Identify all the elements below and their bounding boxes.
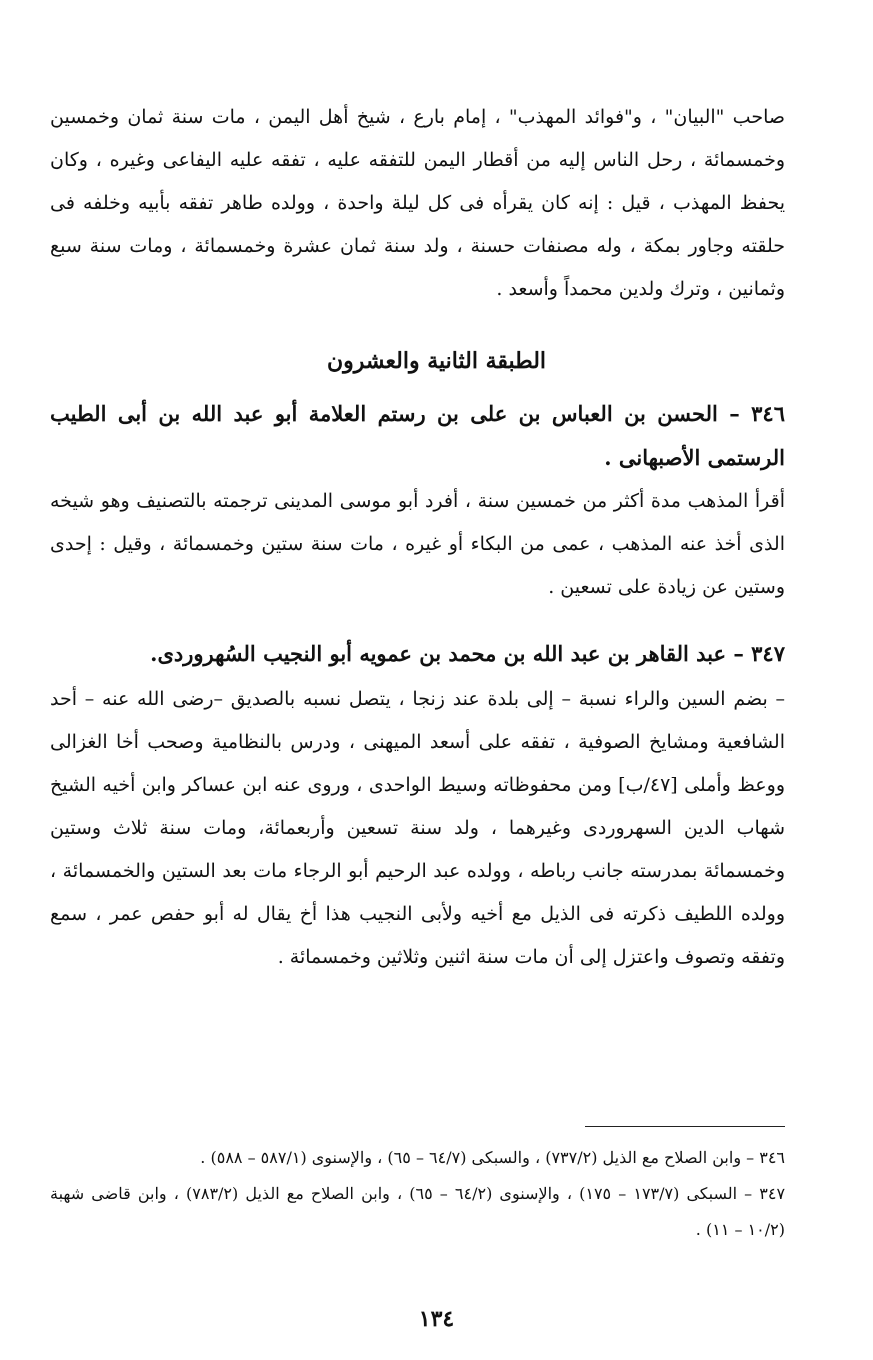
footnotes xyxy=(50,1140,785,1248)
footnote-divider xyxy=(585,1126,785,1127)
section-heading: الطبقة الثانية والعشرون xyxy=(326,348,547,374)
entry-346-heading: ٣٤٦ – الحسن بن العباس بن على بن رستم العلامة أبو عبد الله بن أبى الطيب الرستمى الأصبهانى . xyxy=(50,401,785,470)
entry-347-heading: ٣٤٧ – عبد القاهر بن عبد الله بن محمد بن عمويه أبو النجيب السُهروردى. xyxy=(150,641,785,666)
continuation-paragraph: صاحب "البيان" ، و"فوائد المهذب" ، إمام بارع ، شيخ أهل اليمن ، مات سنة ثمان وخمسين وخمسمائة ، رحل الناس إليه من أقطار اليمن للتفقه عليه ، تفقه عليه اليفاعى وغيره ، وكان يحفظ المهذب ، قيل : إنه كان يقرأه فى كل ليلة واحدة ، وولده طاهر تفقه بأبيه وخلفه فى حلقته وجاور بمكة ، وله مصنفات حسنة ، ولد سنة ثمان عشرة وخمسمائة ، ومات سنة سبع وثمانين ، وترك ولدين محمداً وأسعد . xyxy=(50,106,785,300)
entry-347-body: – بضم السين والراء نسبة – إلى بلدة عند زنجا ، يتصل نسبه بالصديق –رضى الله عنه – أحد الشافعية ومشايخ الصوفية ، تفقه على أسعد الميهنى ، ودرس بالنظامية وصحب أخا الغزالى ووعظ وأملى [٤٧/ب] ومن محفوظاته وسيط الواحدى ، وروى عنه ابن عساكر وابن أخيه الشيخ شهاب الدين السهروردى وغيرهما ، ولد سنة تسعين وأربعمائة، ومات سنة ثلاث وستين وخمسمائة بمدرسته جانب رباطه ، وولده عبد الرحيم أبو الرجاء مات بعد الستين والخمسمائة ، وولده اللطيف ذكرته فى الذيل مع أخيه ولأبى النجيب هذا أخ يقال له أبو حفص عمر ، سمع وتفقه وتصوف واعتزل إلى أن مات سنة اثنين وثلاثين وخمسمائة . xyxy=(50,688,785,968)
footnote-346: ٣٤٦ – وابن الصلاح مع الذيل (٧٣٧/٢) ، والسبكى (٦٤/٧ – ٦٥) ، والإسنوى (٥٨٧/١ – ٥٨٨) . xyxy=(200,1148,785,1167)
entry-346-body: أقرأ المذهب مدة أكثر من خمسين سنة ، أفرد أبو موسى المدينى ترجمته بالتصنيف وهو شيخه الذى أخذ عنه المذهب ، عمى من البكاء أو غيره ، مات سنة ستين وخمسمائة ، وقيل : إحدى وستين عن زيادة على تسعين . xyxy=(50,490,785,598)
page-number: ١٣٤ xyxy=(418,1306,455,1332)
footnote-347: ٣٤٧ – السبكى (١٧٣/٧ – ١٧٥) ، والإسنوى (٦٤/٢ – ٦٥) ، وابن الصلاح مع الذيل (٧٨٣/٢) ، وابن قاضى شهبة (١٠/٢ – ١١) . xyxy=(50,1184,786,1239)
